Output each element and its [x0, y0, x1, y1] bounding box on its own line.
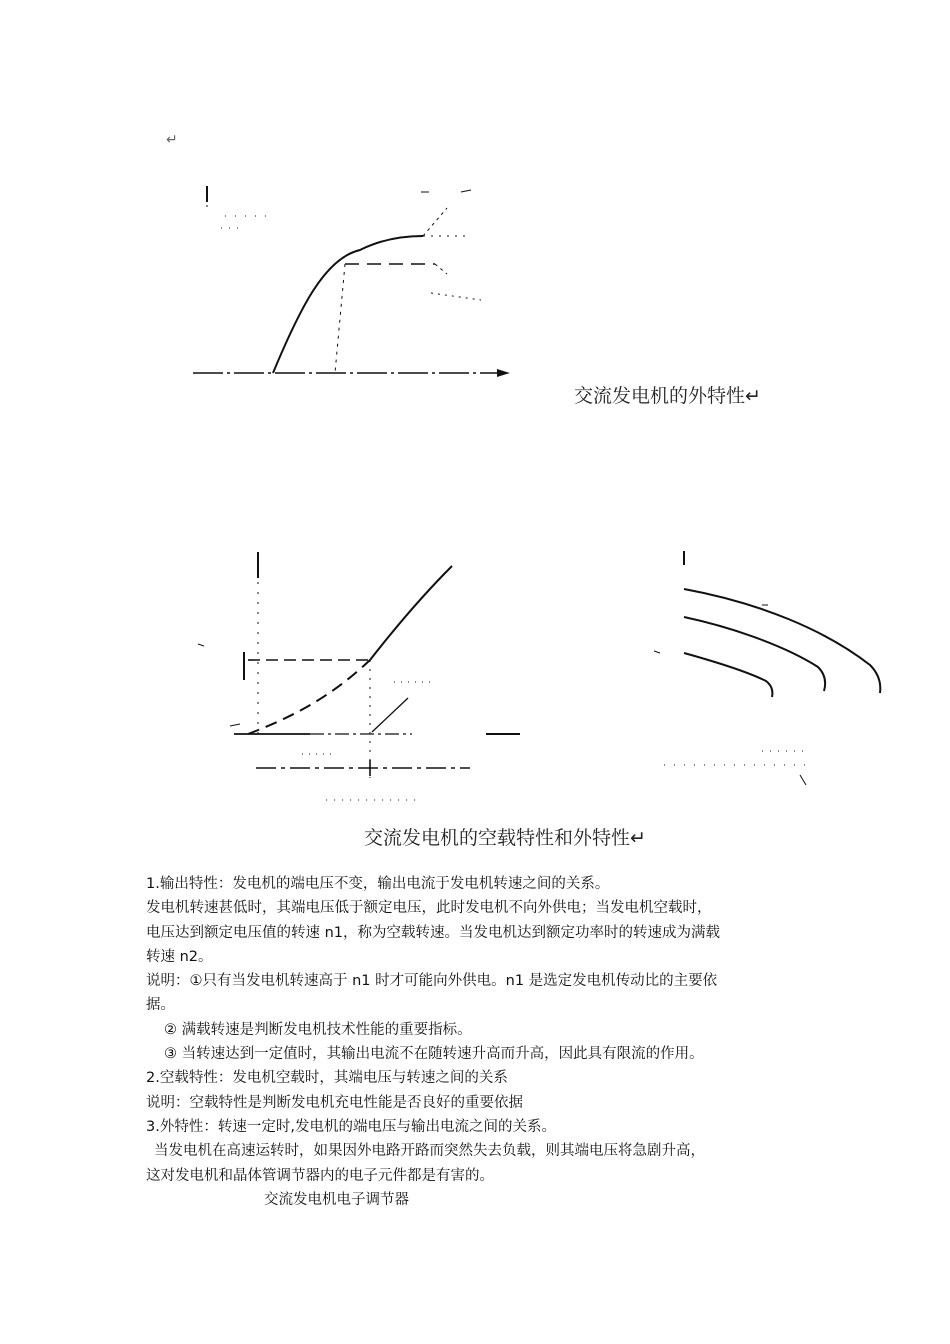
paragraph-text-line: 电压达到额定电压值的转速 n1，称为空载转速。当发电机达到额定功率时的转速成为满载 [146, 924, 721, 941]
paragraph-note-line: 据。 [146, 997, 175, 1014]
external-curve-mid-speed [684, 617, 825, 691]
figure-caption-external-characteristic: 交流发电机的外特性↵ [574, 385, 761, 407]
output-curve [273, 236, 423, 373]
paragraph-text-line: 这对发电机和晶体管调节器内的电子元件都是有害的。 [146, 1167, 494, 1184]
noload-characteristic-figure [190, 548, 525, 808]
x-axis-arrow [497, 369, 510, 377]
paragraph-note-line: 说明：空载特性是判断发电机充电性能是否良好的重要依据 [146, 1094, 523, 1111]
figure-caption-noload-and-external: 交流发电机的空载特性和外特性↵ [364, 827, 646, 849]
paragraph-mark: ↵ [166, 132, 178, 148]
paragraph-note-item: ③ 当转速达到一定值时，其输出电流不在随转速升高而升高，因此具有限流的作用。 [164, 1046, 704, 1063]
paragraph-note-line: 说明：①只有当发电机转速高于 n1 时才可能向外供电。n1 是选定发电机传动比的主要依 [146, 973, 718, 990]
noload-curve-upper [370, 566, 452, 660]
paragraph-text-line: 转速 n2。 [146, 948, 213, 965]
body-text [146, 872, 816, 1212]
external-characteristic-family-figure [650, 545, 890, 795]
paragraph-text-line: 发电机转速甚低时，其端电压低于额定电压，此时发电机不向外供电；当发电机空载时， [146, 900, 712, 917]
noload-curve-lower [248, 660, 370, 734]
paragraph-text-line: 当发电机在高速运转时，如果因外电路开路而突然失去负载，则其端电压将急剧升高， [154, 1143, 705, 1160]
paragraph-noload-characteristic: 2.空载特性：发电机空载时，其端电压与转速之间的关系 [146, 1070, 508, 1087]
external-curve-low-speed [684, 653, 772, 697]
paragraph-external-characteristic: 3.外特性：转速一定时,发电机的端电压与输出电流之间的关系。 [146, 1118, 556, 1135]
paragraph-note-item: ② 满载转速是判断发电机技术性能的重要指标。 [164, 1021, 472, 1038]
section-title: 交流发电机电子调节器 [264, 1191, 409, 1208]
paragraph-output-characteristic: 1.输出特性：发电机的端电压不变，输出电流于发电机转速之间的关系。 [146, 876, 610, 892]
output-characteristic-figure [185, 178, 525, 393]
external-curve-high-speed [684, 589, 880, 693]
